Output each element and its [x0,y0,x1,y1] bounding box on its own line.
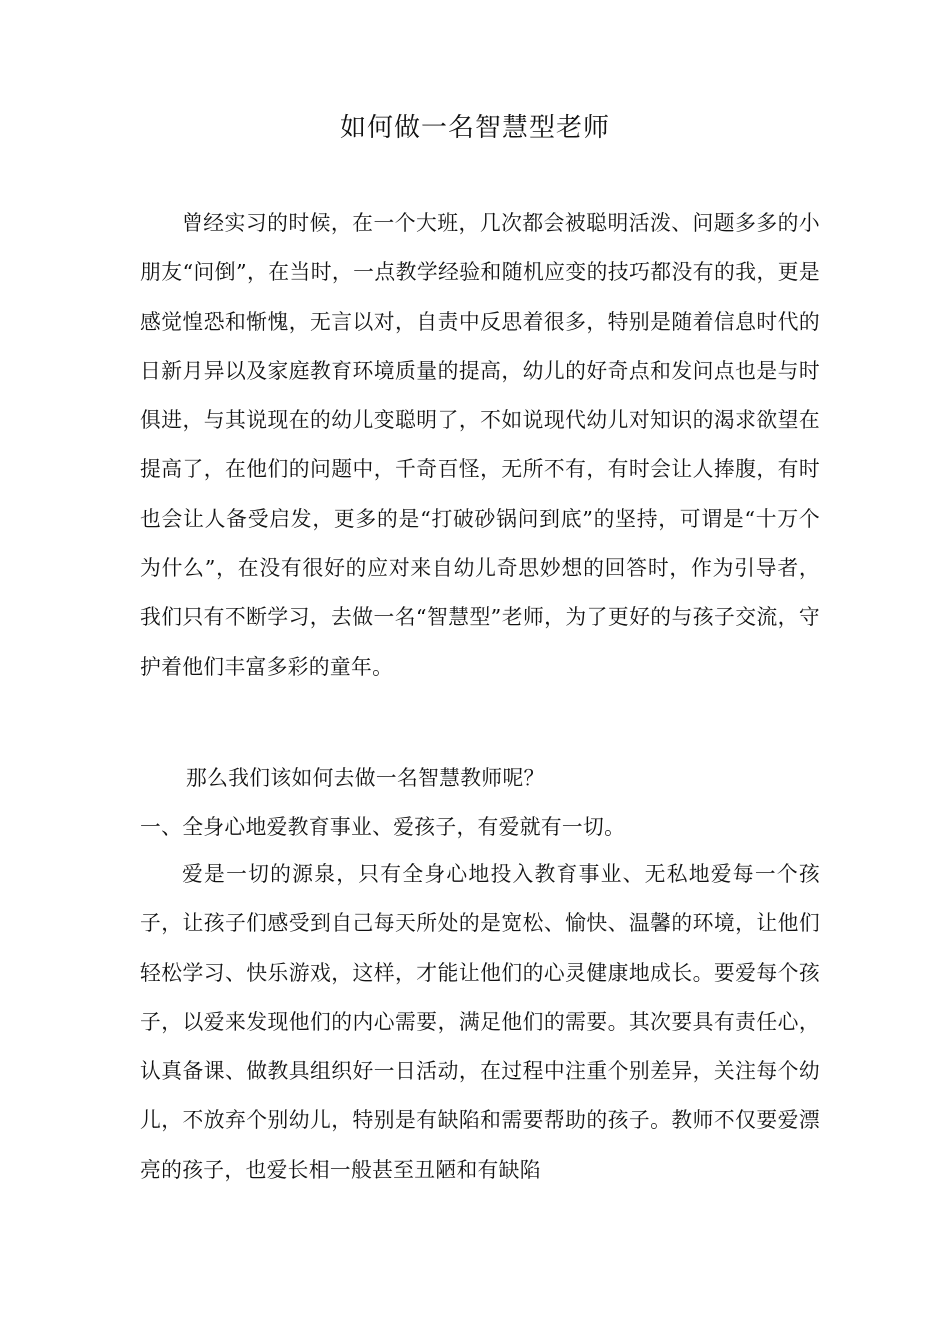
paragraph-internship-reflection: 曾经实习的时候，在一个大班，几次都会被聪明活泼、问题多多的小朋友“问倒”，在当时，一点教学经验和随机应变的技巧都没有的我，更是感觉惶恐和惭愧，无言以对，自责中反思着很多，特别是随着信息时代的日新月异以及家庭教育环境质量的提高，幼儿的好奇点和发问点也是与时俱进，与其说现在的幼儿变聪明了，不如说现代幼儿对知识的渴求欲望在提高了，在他们的问题中，千奇百怪，无所不有，有时会让人捧腹，有时也会让人备受启发，更多的是“打破砂锅问到底”的坚持，可谓是“十万个为什么”，在没有很好的应对来自幼儿奇思妙想的回答时，作为引导者，我们只有不断学习，去做一名“智慧型”老师，为了更好的与孩子交流，守护着他们丰富多彩的童年。 [140,211,820,679]
paragraph-question: 那么我们该如何去做一名智慧教师呢？ [186,766,545,790]
section-heading-love: 一、全身心地爱教育事业、爱孩子，有爱就有一切。 [140,815,626,839]
document-title: 如何做一名智慧型老师 [339,113,610,143]
paragraph-love-body: 爱是一切的源泉，只有全身心地投入教育事业、无私地爱每一个孩子，让孩子们感受到自己每天所处的是宽松、愉快、温馨的环境，让他们轻松学习、快乐游戏，这样，才能让他们的心灵健康地成长。要爱每个孩子，以爱来发现他们的内心需要，满足他们的需要。其次要具有责任心，认真备课、做教具组织好一日活动，在过程中注重个别差异，关注每个幼儿，不放弃个别幼儿，特别是有缺陷和需要帮助的孩子。教师不仅要爱漂亮的孩子，也爱长相一般甚至丑陋和有缺陷 [140,862,820,1182]
